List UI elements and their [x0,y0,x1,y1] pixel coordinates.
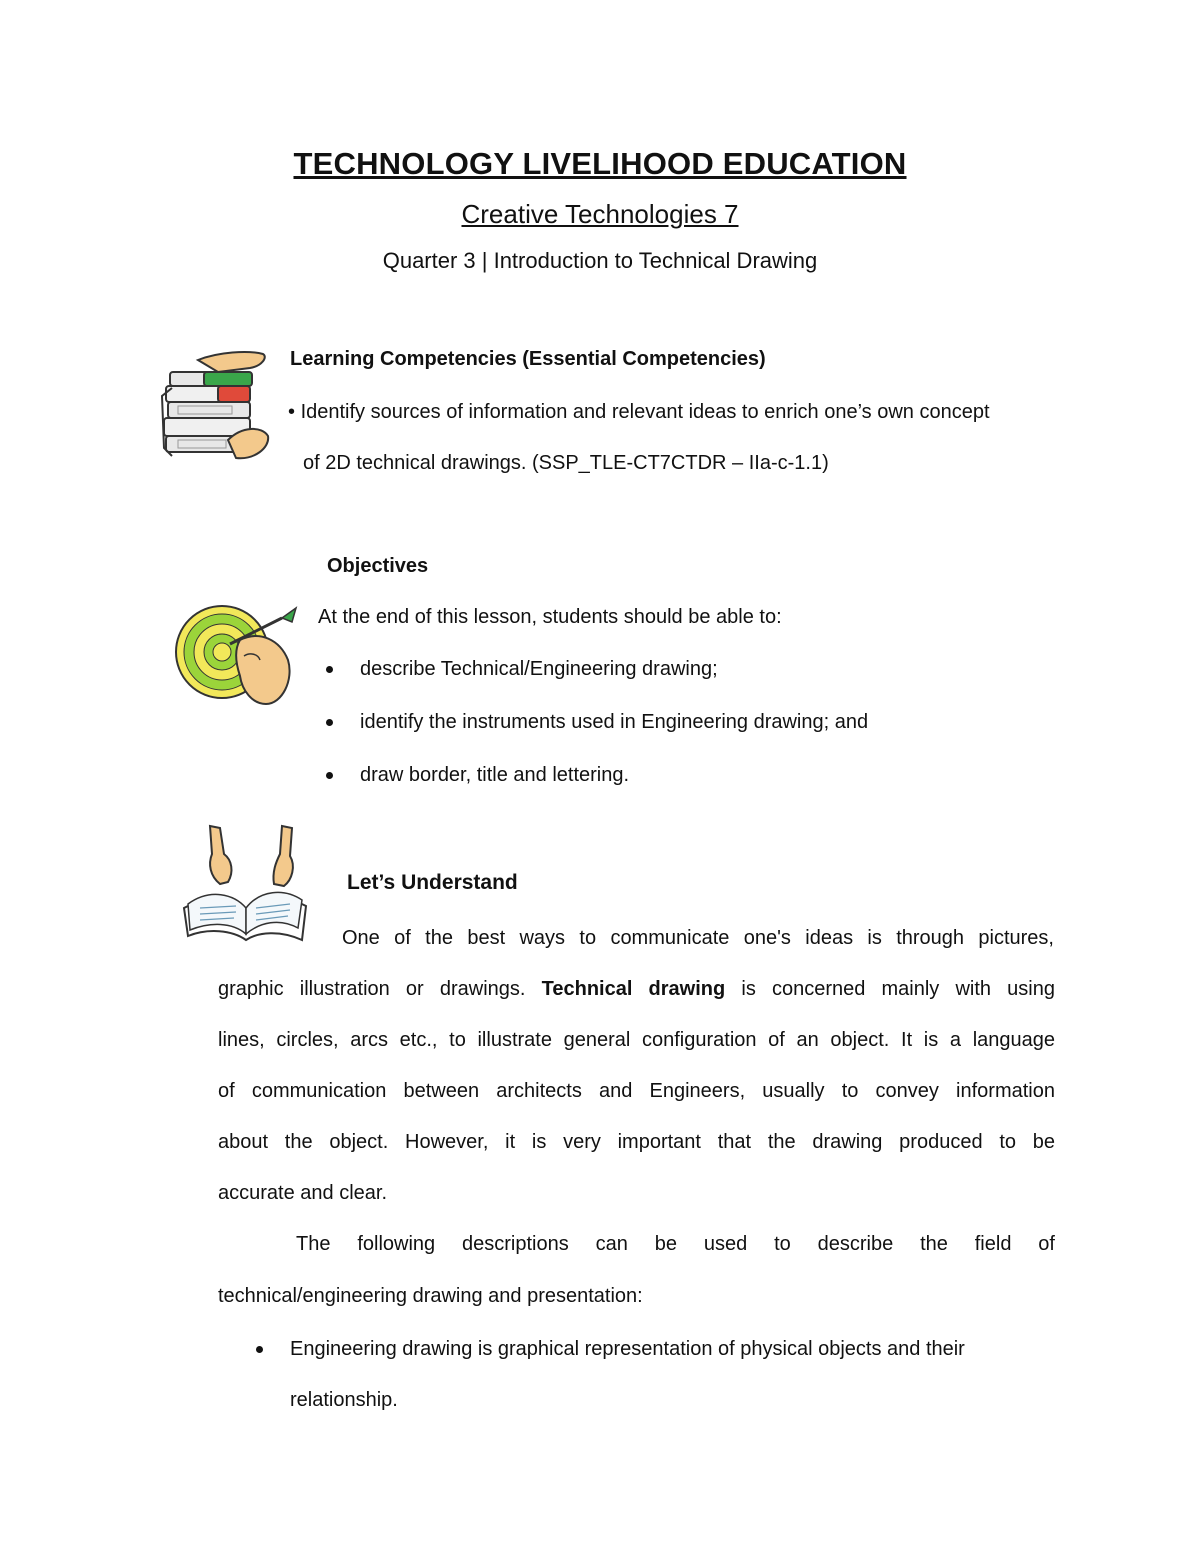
paragraph2-line1: The following descriptions can be used to describe the field of [296,1233,1055,1255]
description-item-1-line2: relationship. [290,1389,398,1411]
quarter-line: Quarter 3 | Introduction to Technical Drawing [382,248,818,273]
books-icon [158,348,278,466]
paragraph1-line2 [218,979,1055,999]
open-book-icon [180,824,310,942]
paragraph1-line2-a: graphic illustration or drawings. [218,978,526,1000]
competency-bullet: • [288,401,296,423]
paragraph1-line2-b: is concerned mainly with using [741,978,1055,1000]
competency-text-line2: of 2D technical drawings. (SSP_TLE-CT7CTDR – IIa-c-1.1) [303,452,829,474]
paragraph1-line6: accurate and clear. [218,1182,387,1204]
objective-bullet-2 [326,719,333,726]
objective-bullet-3 [326,772,333,779]
subject-title: Creative Technologies 7 [461,199,739,229]
paragraph1-line4: of communication between architects and Engineers, usually to convey information [218,1080,1055,1102]
competency-item-line1 [288,402,990,422]
objectives-heading: Objectives [327,555,429,577]
description-item-1-line1: Engineering drawing is graphical representation of physical objects and their [290,1338,965,1360]
understand-heading: Let’s Understand [347,871,518,894]
paragraph1-line3: lines, circles, arcs etc., to illustrate general configuration of an object. It is a language [218,1029,1055,1051]
objective-item-3: draw border, title and lettering. [360,764,630,786]
objectives-intro: At the end of this lesson, students should be able to: [318,606,782,628]
document-title: TECHNOLOGY LIVELIHOOD EDUCATION [293,146,907,181]
technical-drawing-term: Technical drawing [541,978,726,1000]
competency-text-line1: Identify sources of information and relevant ideas to enrich one’s own concept [300,401,990,423]
objective-item-2: identify the instruments used in Engineering drawing; and [360,711,869,733]
objective-bullet-1 [326,666,333,673]
description-bullet-1 [256,1346,263,1353]
target-dart-icon [170,600,300,706]
competencies-heading: Learning Competencies (Essential Competencies) [290,348,766,370]
objective-item-1: describe Technical/Engineering drawing; [360,658,718,680]
paragraph2-line2: technical/engineering drawing and presentation: [218,1285,643,1307]
paragraph1-line5: about the object. However, it is very important that the drawing produced to be [218,1131,1055,1153]
paragraph1-line1: One of the best ways to communicate one's ideas is through pictures, [342,927,1054,949]
